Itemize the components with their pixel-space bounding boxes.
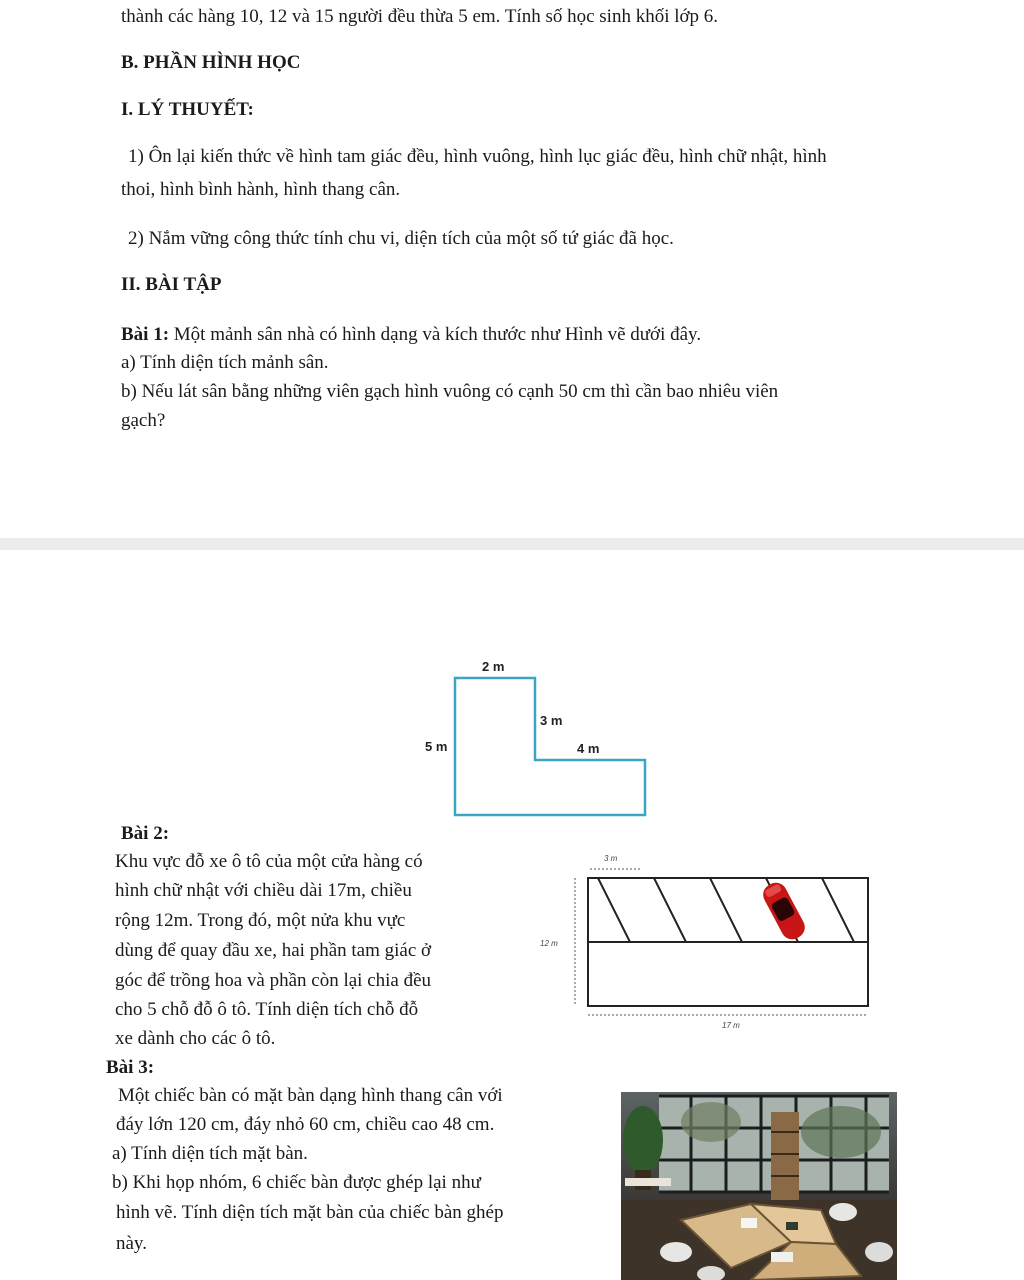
- bai3-line-2: đáy lớn 120 cm, đáy nhỏ 60 cm, chiều cao 48 cm.: [116, 1114, 495, 1135]
- bai3-label: Bài 3:: [106, 1057, 155, 1078]
- bai2-label: Bài 2:: [121, 823, 170, 844]
- stall-line: [598, 878, 630, 942]
- bai2-line-3: rộng 12m. Trong đó, một nửa khu vực: [115, 910, 406, 931]
- previous-exercise-tail: thành các hàng 10, 12 và 15 người đều thừa 5 em. Tính số học sinh khối lớp 6.: [121, 6, 719, 27]
- stall-line: [710, 878, 742, 942]
- bai1-statement: [121, 323, 701, 347]
- bai1-part-b: b) Nếu lát sân bằng những viên gạch hình vuông có cạnh 50 cm thì cần bao nhiêu viên: [121, 381, 779, 402]
- bai3-part-a: a) Tính diện tích mặt bàn.: [112, 1143, 308, 1164]
- bai2-line-4: dùng để quay đầu xe, hai phần tam giác ở: [115, 940, 432, 961]
- bai3-part-b-cont-2: này.: [116, 1233, 147, 1254]
- side-dimension-label: 12 m: [540, 939, 558, 948]
- bai1-part-a: a) Tính diện tích mảnh sân.: [121, 352, 329, 373]
- top-dimension-label: 3 m: [604, 854, 618, 863]
- yard-step-width-label: 4 m: [577, 741, 600, 756]
- yard-step-height-label: 3 m: [540, 713, 563, 728]
- theory-item-2: 2) Nắm vững công thức tính chu vi, diện tích của một số tứ giác đã học.: [128, 228, 674, 249]
- page-separator: [0, 538, 1024, 550]
- bai3-part-b-cont-1: hình vẽ. Tính diện tích mặt bàn của chiếc bàn ghép: [116, 1202, 504, 1223]
- bai1-label: Bài 1:: [121, 324, 170, 345]
- parking-figure: [530, 845, 880, 1035]
- bai2-line-7: xe dành cho các ô tô.: [115, 1028, 276, 1049]
- bai2-line-6: cho 5 chỗ đỗ ô tô. Tính diện tích chỗ đỗ: [115, 999, 419, 1020]
- bai2-line-5: góc để trồng hoa và phần còn lại chia đều: [115, 970, 432, 991]
- yard-left-height-label: 5 m: [425, 739, 448, 754]
- meeting-room-photo: [621, 1092, 897, 1280]
- yard-outline: [455, 678, 645, 815]
- stall-line: [822, 878, 854, 942]
- bai1-text: Một mảnh sân nhà có hình dạng và kích thước như Hình vẽ dưới đây.: [169, 324, 702, 345]
- bai2-line-2: hình chữ nhật với chiều dài 17m, chiều: [115, 880, 412, 901]
- bai2-line-1: Khu vực đỗ xe ô tô của một cửa hàng có: [115, 851, 423, 872]
- red-car-icon: [759, 879, 808, 943]
- exercises-heading: II. BÀI TẬP: [121, 274, 222, 295]
- theory-item-1: 1) Ôn lại kiến thức về hình tam giác đều, hình vuông, hình lục giác đều, hình chữ nhật, hình: [128, 146, 827, 167]
- stall-line: [654, 878, 686, 942]
- section-b-heading: B. PHẦN HÌNH HỌC: [121, 52, 301, 73]
- yard-figure: [410, 650, 660, 825]
- bai3-part-b: b) Khi họp nhóm, 6 chiếc bàn được ghép lại như: [112, 1172, 481, 1193]
- bai1-part-b-cont: gạch?: [121, 410, 166, 431]
- bai3-line-1: Một chiếc bàn có mặt bàn dạng hình thang cân với: [118, 1085, 503, 1106]
- yard-top-width-label: 2 m: [482, 659, 505, 674]
- theory-heading: I. LÝ THUYẾT:: [121, 99, 254, 120]
- bottom-dimension-label: 17 m: [722, 1021, 740, 1030]
- meeting-room-illustration: [621, 1092, 897, 1280]
- theory-item-1-cont: thoi, hình bình hành, hình thang cân.: [121, 179, 401, 200]
